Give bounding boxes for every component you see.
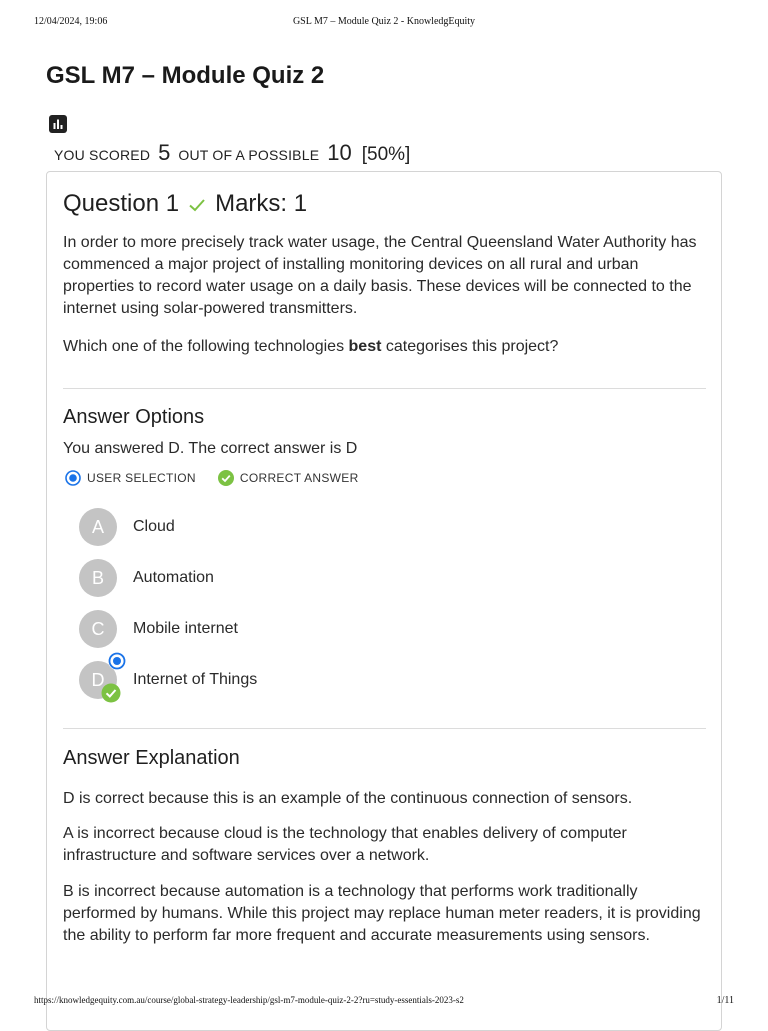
- check-icon: [187, 194, 207, 214]
- divider: [63, 388, 706, 389]
- question-text: In order to more precisely track water usage, the Central Queensland Water Authority has commenced a major project of installing monitoring devices on all rural and urban properties to record water usage on a daily basis. These devices will be connected to the internet using solar-powered transmitters.: [63, 234, 697, 317]
- score-middle: OUT OF A POSSIBLE: [178, 147, 320, 163]
- radio-selected-icon: [107, 651, 127, 671]
- option-letter: A: [79, 508, 117, 546]
- correct-check-icon: [218, 470, 234, 486]
- score-possible: 10: [327, 140, 352, 165]
- option-label: Internet of Things: [133, 671, 258, 688]
- question-prompt-emphasis: best: [348, 338, 382, 355]
- page-title: GSL M7 – Module Quiz 2: [46, 62, 325, 89]
- legend-correct-answer: CORRECT ANSWER: [218, 470, 359, 486]
- answer-option-b[interactable]: [79, 559, 579, 597]
- divider: [63, 728, 706, 729]
- print-url: https://knowledgequity.com.au/course/global-strategy-leadership/gsl-m7-module-quiz-2-2?ru=study-essentials-2023-s2: [34, 995, 464, 1005]
- answer-options-heading: Answer Options: [63, 406, 205, 428]
- correct-check-icon: [101, 683, 121, 703]
- explanation-paragraph: D is correct because this is an example of the continuous connection of sensors.: [63, 790, 633, 807]
- question-prompt: Which one of the following technologies best categorises this project?: [63, 338, 559, 355]
- answer-legend: [65, 470, 381, 486]
- question-label: Question 1: [63, 190, 180, 217]
- score-value: 5: [158, 140, 171, 165]
- bar-chart-icon[interactable]: [49, 115, 67, 133]
- question-card: [46, 171, 722, 1031]
- explanation-paragraph: A is incorrect because cloud is the technology that enables delivery of computer infrastructure and software services over a network.: [63, 825, 627, 864]
- score-prefix: YOU SCORED: [54, 147, 151, 163]
- answer-result: You answered D. The correct answer is D: [63, 440, 358, 457]
- explanation-paragraph: B is incorrect because automation is a technology that performs work traditionally performed by humans. While this project may replace human meter readers, it is providing the ability to perform far more frequent and accurate measurements using sensors.: [63, 883, 701, 944]
- answer-option-a[interactable]: [79, 508, 579, 546]
- score-summary: [54, 140, 410, 168]
- print-page-title: GSL M7 – Module Quiz 2 - KnowledgEquity: [292, 16, 476, 27]
- print-header: [0, 16, 768, 30]
- print-datetime: 12/04/2024, 19:06: [34, 16, 108, 27]
- question-heading: [63, 190, 307, 218]
- radio-selected-icon: [65, 470, 81, 486]
- score-percent: [50%]: [361, 144, 411, 165]
- option-letter: C: [79, 610, 117, 648]
- print-page-number: 1/11: [716, 995, 734, 1006]
- option-label: Cloud: [133, 518, 175, 535]
- option-label: Mobile internet: [133, 620, 238, 637]
- answer-option-c[interactable]: [79, 610, 579, 648]
- print-footer: [0, 995, 768, 1009]
- answer-option-d[interactable]: [79, 661, 579, 699]
- option-letter: B: [79, 559, 117, 597]
- question-marks: Marks: 1: [215, 190, 308, 217]
- answer-explanation-heading: Answer Explanation: [63, 747, 240, 769]
- option-label: Automation: [133, 569, 214, 586]
- option-letter: D: [79, 661, 117, 699]
- legend-user-selection: USER SELECTION: [65, 470, 196, 486]
